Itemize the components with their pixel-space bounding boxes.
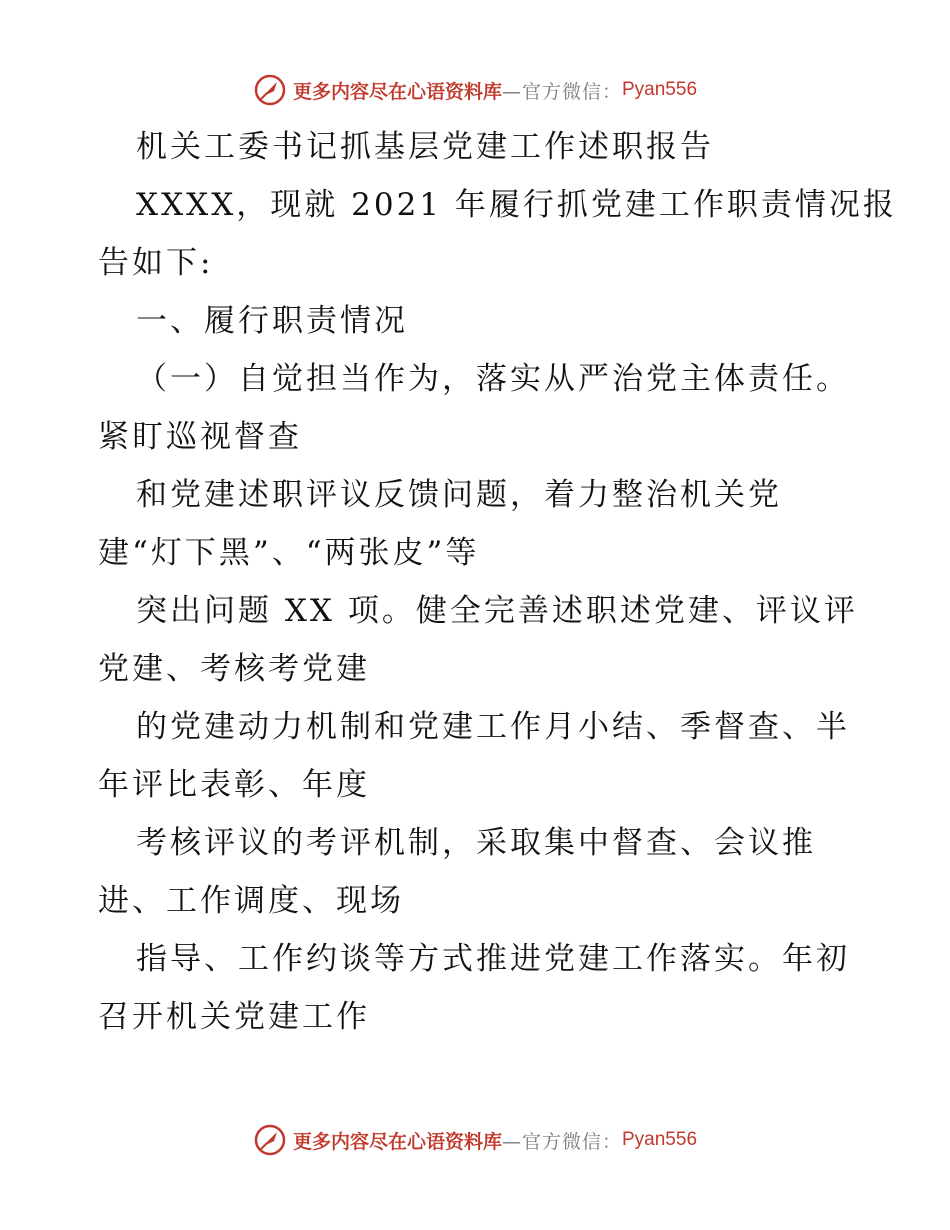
- feather-logo-icon: [253, 1123, 287, 1157]
- document-line: 进、工作调度、现场: [98, 883, 404, 919]
- document-line: 建“灯下黑”、“两张皮”等: [98, 535, 480, 571]
- watermark-main-text: 更多内容尽在心语资料库: [292, 1130, 502, 1153]
- document-line: 紧盯巡视督查: [98, 419, 302, 455]
- watermark-wechat-id: Pyan556: [622, 79, 698, 100]
- document-body: [98, 118, 897, 1046]
- document-line: 召开机关党建工作: [98, 999, 370, 1035]
- header-watermark: [0, 70, 950, 110]
- document-line: 和党建述职评议反馈问题，着力整治机关党: [136, 477, 782, 513]
- document-line: XXXX，现就 2021 年履行抓党建工作职责情况报: [136, 187, 897, 223]
- document-line: 年评比表彰、年度: [98, 767, 370, 803]
- document-line: 告如下:: [98, 245, 214, 281]
- footer-watermark: [0, 1120, 950, 1160]
- watermark-separator-text: —官方微信：: [501, 1130, 622, 1153]
- watermark-separator-text: —官方微信：: [501, 80, 622, 103]
- watermark-main-text: 更多内容尽在心语资料库: [292, 80, 502, 103]
- document-line: 党建、考核考党建: [98, 651, 370, 687]
- document-line: 考核评议的考评机制，采取集中督查、会议推: [136, 825, 816, 861]
- feather-logo-icon: [253, 73, 287, 107]
- document-line: 的党建动力机制和党建工作月小结、季督查、半: [136, 709, 850, 745]
- document-line: （一）自觉担当作为，落实从严治党主体责任。: [136, 361, 850, 397]
- document-line: 突出问题 XX 项。健全完善述职述党建、评议评: [136, 593, 858, 629]
- watermark-wechat-id: Pyan556: [622, 1129, 698, 1150]
- document-line: 机关工委书记抓基层党建工作述职报告: [136, 129, 714, 165]
- document-line: 一、履行职责情况: [136, 303, 408, 339]
- document-line: 指导、工作约谈等方式推进党建工作落实。年初: [136, 941, 850, 977]
